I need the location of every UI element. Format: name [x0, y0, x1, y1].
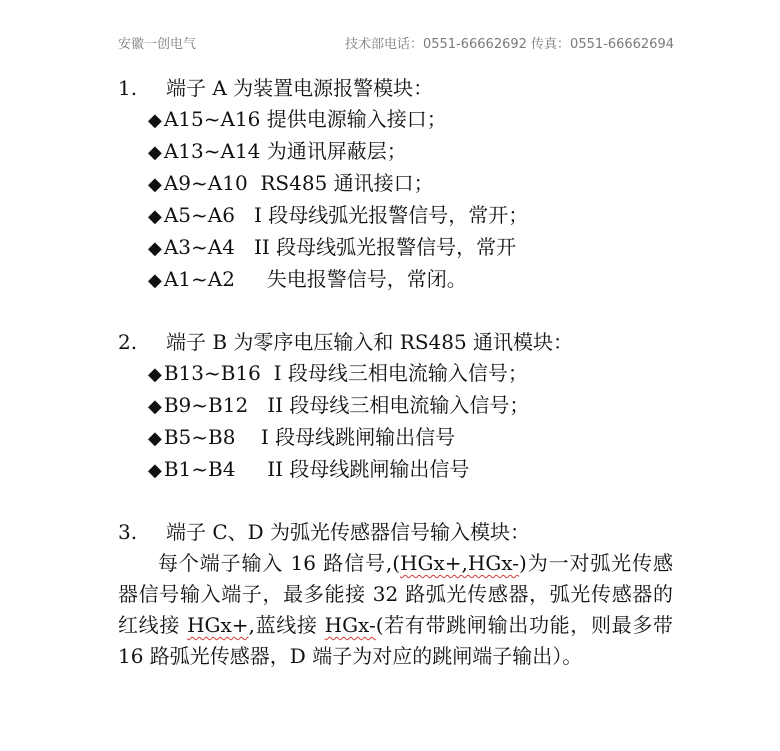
section-number: 3.: [118, 520, 138, 544]
paragraph-text: )为一对弧光传感器信号输入端子，最多能接 32 路弧光传感器，弧光传感器的红线接: [118, 551, 674, 637]
section-3-paragraph: [118, 548, 673, 672]
section-title: 端子 B 为零序电压输入和 RS485 通讯模块：: [166, 330, 574, 354]
section-number: 1.: [118, 76, 138, 100]
list-item-text: B9~B12 II 段母线三相电流输入信号；: [163, 393, 530, 417]
diamond-bullet-icon: ◆: [148, 270, 162, 291]
list-item: [118, 454, 678, 486]
list-item-text: A5~A6 I 段母线弧光报警信号，常开；: [163, 203, 529, 227]
diamond-bullet-icon: ◆: [148, 460, 162, 481]
diamond-bullet-icon: ◆: [148, 142, 162, 163]
diamond-bullet-icon: ◆: [148, 396, 162, 417]
paragraph-text: 每个端子输入 16 路信号,(: [158, 551, 401, 575]
diamond-bullet-icon: ◆: [148, 206, 162, 227]
section-2-heading: [118, 327, 678, 358]
header-divider: [118, 59, 674, 60]
signal-code: HGx+: [187, 613, 249, 637]
contact-info: 技术部电话：0551-66662692 传真：0551-66662694: [344, 37, 674, 52]
list-item-text: B5~B8 I 段母线跳闸输出信号: [163, 425, 456, 449]
section-title: 端子 C、D 为弧光传感器信号输入模块：: [166, 520, 531, 544]
diamond-bullet-icon: ◆: [148, 238, 162, 259]
section-1-heading: [118, 73, 678, 104]
list-item-text: A13~A14 为通讯屏蔽层；: [163, 139, 407, 163]
document-body: [118, 73, 678, 672]
section-title: 端子 A 为装置电源报警模块：: [166, 76, 434, 100]
diamond-bullet-icon: ◆: [148, 174, 162, 195]
list-item-text: A3~A4 II 段母线弧光报警信号，常开: [163, 235, 517, 259]
list-item-text: A15~A16 提供电源输入接口；: [163, 107, 447, 131]
signal-code: HGx+,HGx-: [400, 551, 519, 575]
list-item: [118, 358, 678, 390]
diamond-bullet-icon: ◆: [148, 110, 162, 131]
list-item-text: A9~A10 RS485 通讯接口；: [163, 171, 434, 195]
list-item: [118, 264, 678, 296]
list-item: [118, 200, 678, 232]
section-3-heading: [118, 517, 678, 548]
paragraph-text: ,蓝线接: [248, 613, 325, 637]
diamond-bullet-icon: ◆: [148, 428, 162, 449]
list-item: [118, 136, 678, 168]
diamond-bullet-icon: ◆: [148, 364, 162, 385]
section-number: 2.: [118, 330, 138, 354]
list-item-text: B1~B4 II 段母线跳闸输出信号: [163, 457, 470, 481]
paragraph-text: (若有带跳闸输出功能，则最多带 16 路弧光传感器，D 端子为对应的跳闸端子输出）。: [118, 613, 673, 668]
list-item: [118, 422, 678, 454]
spacer: [118, 486, 678, 517]
signal-code: HGx-: [324, 613, 376, 637]
list-item-text: B13~B16 I 段母线三相电流输入信号；: [163, 361, 528, 385]
list-item: [118, 232, 678, 264]
list-item-text: A1~A2 失电报警信号，常闭。: [163, 267, 467, 291]
list-item: [118, 168, 678, 200]
list-item: [118, 104, 678, 136]
spacer: [118, 296, 678, 327]
list-item: [118, 390, 678, 422]
company-name: 安徽一创电气: [118, 37, 197, 52]
page-header: [118, 33, 674, 57]
